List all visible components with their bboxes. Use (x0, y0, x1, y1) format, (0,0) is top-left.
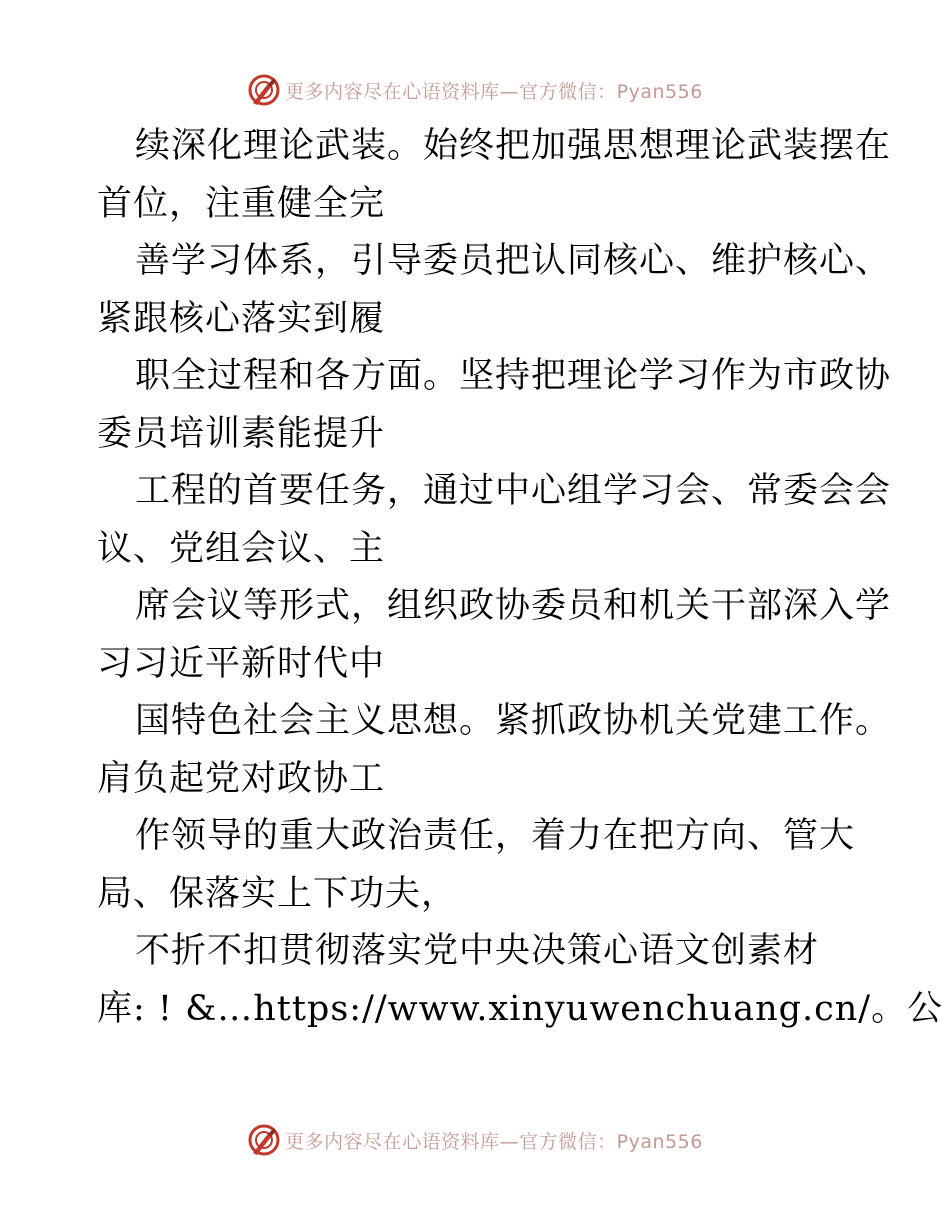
page-footer (0, 1120, 950, 1160)
text-line: 席会议等形式，组织政协委员和机关干部深入学 (135, 586, 892, 626)
footer-text: 更多内容尽在心语资料库—官方微信：Pyan556 (285, 1130, 703, 1153)
text-line: 局、保落实上下功夫， (97, 873, 458, 914)
pen-logo-icon (247, 1123, 281, 1157)
document-body (97, 118, 944, 1038)
text-line: 作领导的重大政治责任，着力在把方向、管大 (135, 816, 856, 856)
text-line: 善学习体系，引导委员把认同核心、维护核心、 (135, 241, 892, 281)
text-line: 肩负起党对政协工 (97, 758, 386, 799)
text-line: 续深化理论武装。始终把加强思想理论武装摆在 (135, 126, 892, 166)
text-line: 紧跟核心落实到履 (97, 298, 386, 339)
page-header (0, 70, 950, 110)
pen-logo-icon (247, 73, 281, 107)
text-line: 习习近平新时代中 (97, 643, 386, 684)
text-line: 不折不扣贯彻落实党中央决策心语文创素材 (135, 931, 820, 971)
text-line: 国特色社会主义思想。紧抓政协机关党建工作。 (135, 701, 892, 741)
text-line: 工程的首要任务，通过中心组学习会、常委会会 (135, 471, 892, 511)
header-text: 更多内容尽在心语资料库—官方微信：Pyan556 (285, 80, 703, 103)
text-line: 议、党组会议、主 (97, 528, 386, 569)
text-line: 库: ! &…https://www.xinyuwenchuang.cn/。公 (97, 988, 944, 1029)
text-line: 首位，注重健全完 (97, 183, 386, 224)
text-line: 委员培训素能提升 (97, 413, 386, 454)
text-line: 职全过程和各方面。坚持把理论学习作为市政协 (135, 356, 892, 396)
